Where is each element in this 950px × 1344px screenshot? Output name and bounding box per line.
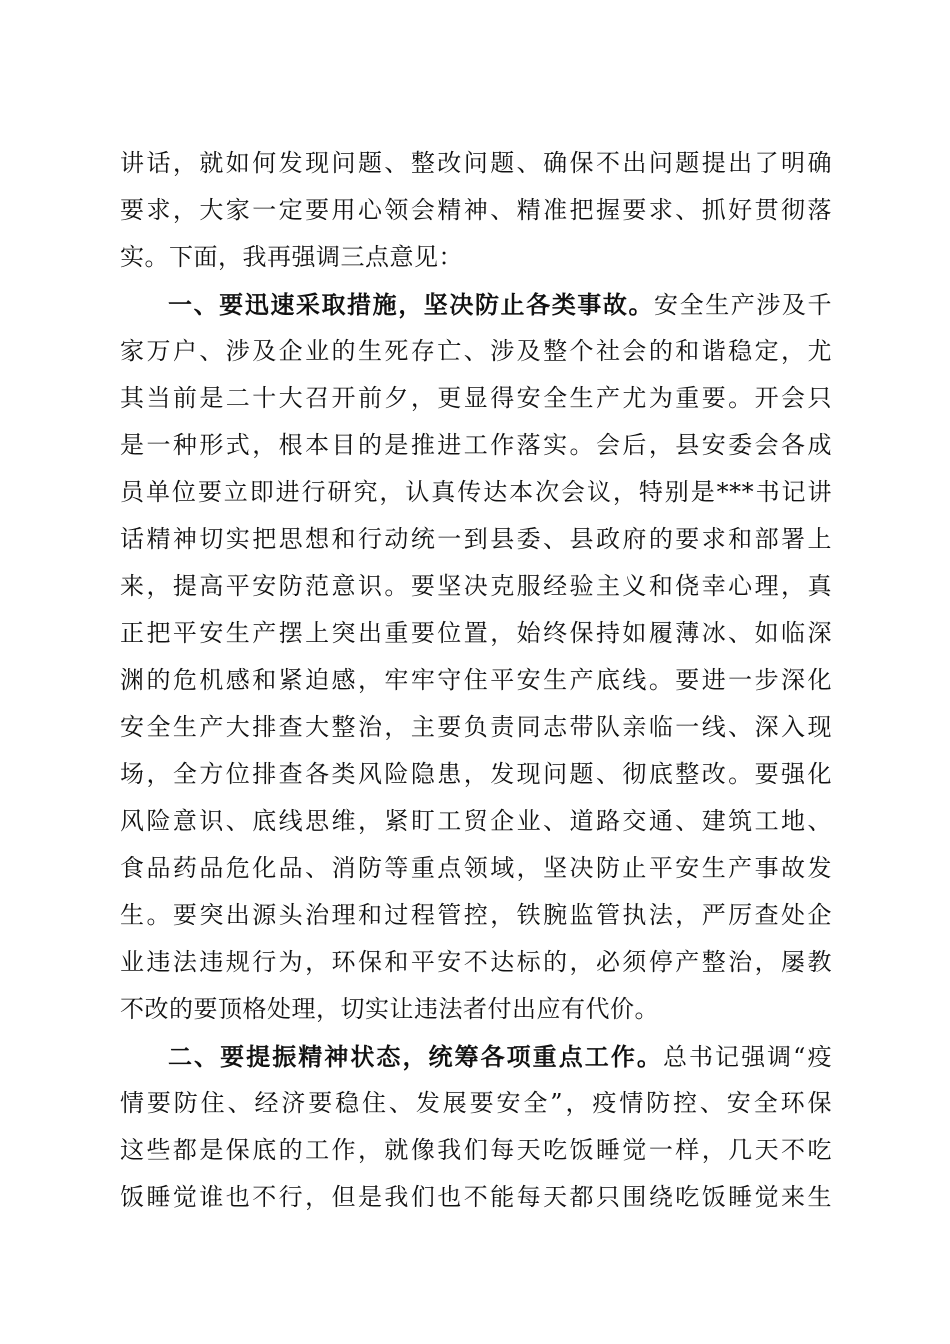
text-line: 正把平安生产摆上突出重要位置，始终保持如履薄冰、如临深 [120, 619, 832, 647]
text-line: 渊的危机感和紧迫感，牢牢守住平安生产底线。要进一步深化 [120, 666, 832, 694]
text-line: 讲话，就如何发现问题、整改问题、确保不出问题提出了明确 [120, 149, 832, 177]
text-line: 生。要突出源头治理和过程管控，铁腕监管执法，严厉查处企 [120, 901, 832, 929]
text-line: 来，提高平安防范意识。要坚决克服经验主义和侥幸心理，真 [120, 572, 832, 600]
document-body [120, 140, 832, 1221]
text-line: 安全生产大排查大整治，主要负责同志带队亲临一线、深入现 [120, 713, 832, 741]
text-line: 其当前是二十大召开前夕，更显得安全生产尤为重要。开会只 [120, 384, 832, 412]
text-line: 话精神切实把思想和行动统一到县委、县政府的要求和部署上 [120, 525, 832, 553]
text-line: 要求，大家一定要用心领会精神、精准把握要求、抓好贯彻落 [120, 196, 832, 224]
text-line: 饭睡觉谁也不行，但是我们也不能每天都只围绕吃饭睡觉来生 [120, 1183, 832, 1211]
text-span: 总书记强调“疫 [662, 1043, 832, 1071]
text-line: 场，全方位排查各类风险隐患，发现问题、彻底整改。要强化 [120, 760, 832, 788]
text-span: 安全生产涉及千 [654, 291, 833, 319]
text-line: 风险意识、底线思维，紧盯工贸企业、道路交通、建筑工地、 [120, 807, 832, 835]
text-line: 家万户、涉及企业的生死存亡、涉及整个社会的和谐稳定，尤 [120, 337, 832, 365]
section-heading-line [120, 281, 832, 328]
text-line: 业违法违规行为，环保和平安不达标的，必须停产整治，屡教 [120, 948, 832, 976]
text-line: 员单位要立即进行研究，认真传达本次会议，特别是***书记讲 [120, 478, 832, 506]
text-line: 食品药品危化品、消防等重点领域，坚决防止平安生产事故发 [120, 854, 832, 882]
text-line: 是一种形式，根本目的是推进工作落实。会后，县安委会各成 [120, 431, 832, 459]
text-line: 实。下面，我再强调三点意见： [120, 243, 463, 271]
section-heading-line [120, 1033, 832, 1080]
section-heading-2: 二、要提振精神状态，统筹各项重点工作。 [168, 1042, 663, 1071]
section-heading-1: 一、要迅速采取措施，坚决防止各类事故。 [168, 290, 655, 319]
text-line: 这些都是保底的工作，就像我们每天吃饭睡觉一样，几天不吃 [120, 1136, 832, 1164]
text-line: 情要防住、经济要稳住、发展要安全”，疫情防控、安全环保 [120, 1089, 832, 1117]
text-line: 不改的要顶格处理，切实让违法者付出应有代价。 [120, 995, 659, 1023]
